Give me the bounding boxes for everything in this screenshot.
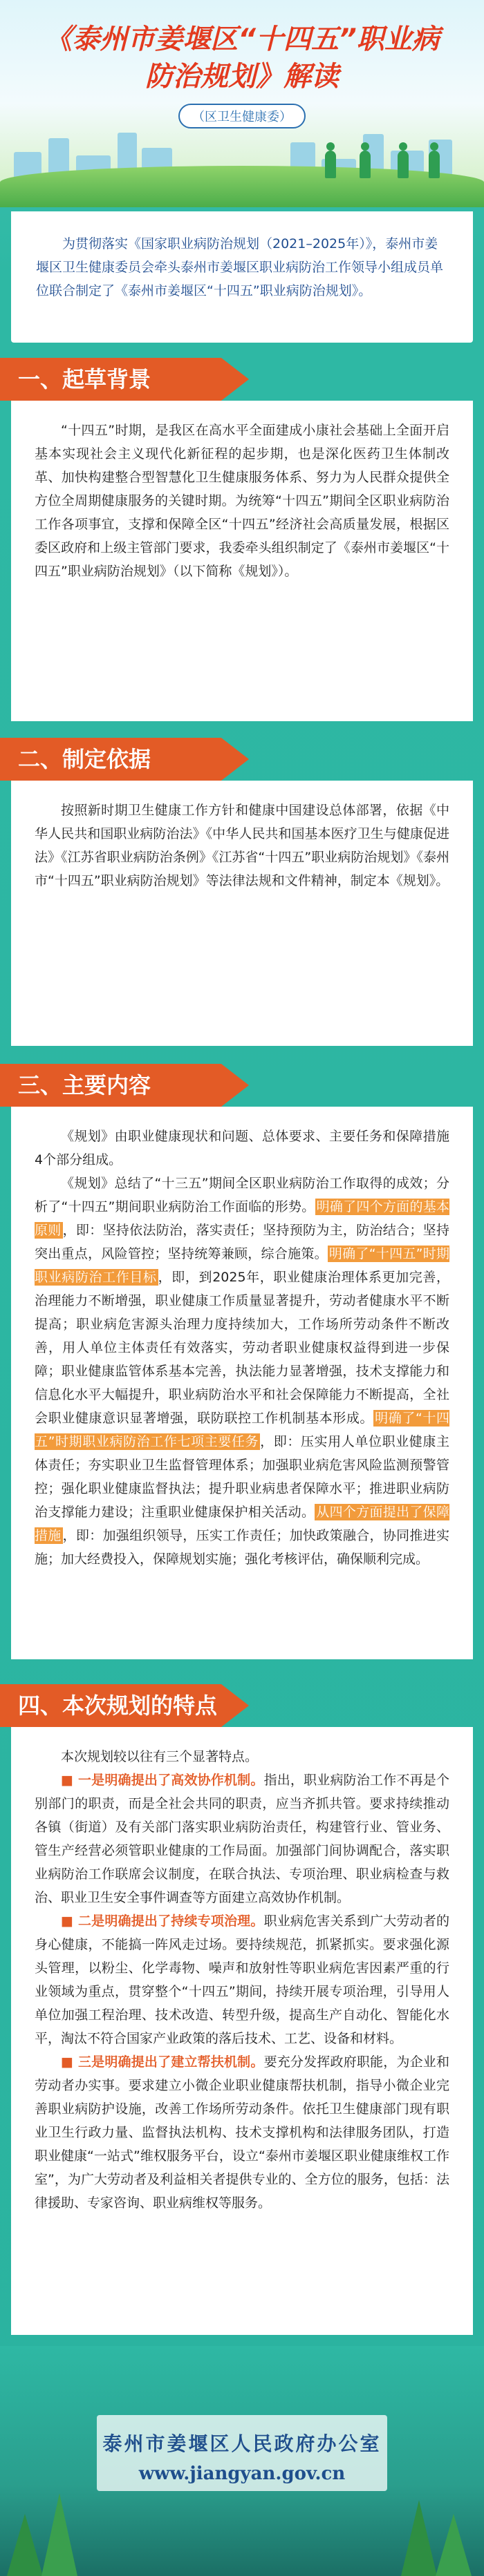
section-heading-text: 四、本次规划的特点 bbox=[18, 1692, 218, 1719]
highlight-goals: 明确了“十四五”时期职业病防治工作目标 bbox=[35, 1246, 449, 1285]
section-heading-text: 一、起草背景 bbox=[18, 366, 151, 392]
text-run: 《规划》总结了“十三五”期间全区职业病防治工作取得的成效；分析了“十四五”期间职业病防治工作面临的形势。 bbox=[35, 1176, 449, 1214]
runner-figure-icon bbox=[398, 151, 409, 178]
feature-text: 指出，职业病防治工作不再是个别部门的职责，而是全社会共同的职责，应当齐抓共管。要求持续推动各镇（街道）及有关部门落实职业病防治责任，构建管行业、管业务、管生产经营必须管职业健康的工作局面。加强部门间协调配合，落实职业病防治工作联席会议制度，在联合执法、专项治理、职业病检查与救治、职业卫生安全事件调查等方面建立高效协作机制。 bbox=[35, 1773, 449, 1905]
runner-figure-icon bbox=[360, 151, 371, 178]
feature-title: 二是明确提出了持续专项治理。 bbox=[77, 1914, 264, 1929]
feature-title: 三是明确提出了建立帮扶机制。 bbox=[77, 2054, 264, 2070]
section-heading-content bbox=[0, 1064, 221, 1107]
text-run: ，即：压实用人单位职业健康主体责任；夯实职业卫生监督管理体系；加强职业病危害风险监测预警管控；强化职业健康监督执法；提升职业病患者保障水平；推进职业病防治支撑能力建设；注重职业健康保护相关活动。 bbox=[35, 1434, 449, 1520]
section-heading-text: 三、主要内容 bbox=[18, 1072, 151, 1098]
text-run: ，即：坚持依法防治，落实责任；坚持预防为主，防治结合；坚持突出重点，风险管控；坚持统筹兼顾，综合施策。 bbox=[35, 1223, 449, 1261]
section-body-basis bbox=[11, 781, 473, 1046]
runner-figure-icon bbox=[429, 151, 440, 178]
section-heading-background bbox=[0, 358, 221, 401]
runner-figure-icon bbox=[325, 151, 336, 178]
text-run: ，即，到2025年，职业健康治理体系更加完善，治理能力不断增强，职业健康工作质量显著提升，劳动者健康水平不断提高；职业病危害源头治理力度持续加大，工作场所劳动条件不断改善，用人单位主体责任有效落实，劳动者职业健康权益得到进一步保障；职业健康监管体系基本完善，执法能力显著增强，技术支撑能力和信息化水平大幅提升，职业病防治水平和社会保障能力不断提高，全社会职业健康意识显著增强，联防联控工作机制基本形成。 bbox=[35, 1270, 449, 1426]
footer-website-link[interactable]: www.jiangyan.gov.cn bbox=[138, 2463, 346, 2484]
highlight-tasks: 明确了“十四五”时期职业病防治工作七项主要任务 bbox=[35, 1411, 449, 1449]
section-body-features bbox=[11, 1727, 473, 2335]
footer-org-name: 泰州市姜堰区人民政府办公室 bbox=[102, 2432, 382, 2455]
feature-title: 一是明确提出了高效协作机制。 bbox=[77, 1773, 264, 1788]
section-paragraph: “十四五”时期，是我区在高水平全面建成小康社会基础上全面开启基本实现社会主义现代化新征程的起步期，也是深化医药卫生体制改革、加快构建整合型智慧化卫生健康服务体系、努力为人民群众提供全方位全周期健康服务的关键时期。为统筹“十四五”期间全区职业病防治工作各项事宜，支撑和保障全区“十四五”经济社会高质量发展，根据区委区政府和上级主管部门要求，我委牵头组织制定了《泰州市姜堰区“十四五”职业病防治规划》（以下简称《规划》）。 bbox=[35, 423, 449, 579]
feature-point bbox=[35, 2050, 449, 2215]
feature-point bbox=[35, 1768, 449, 1909]
highlight-measures: 从四个方面提出了保障措施 bbox=[35, 1505, 449, 1543]
bullet-icon: ■ bbox=[61, 1914, 78, 1929]
source-badge bbox=[0, 104, 484, 128]
grass-hill-illustration bbox=[0, 166, 484, 207]
highlight-principles: 明确了四个方面的基本原则 bbox=[35, 1199, 449, 1238]
intro-card bbox=[11, 211, 473, 343]
tree-illustration bbox=[436, 2514, 472, 2576]
section-heading-text: 二、制定依据 bbox=[18, 746, 151, 772]
footer bbox=[0, 2346, 484, 2576]
section-body-content bbox=[11, 1107, 473, 1659]
tree-illustration bbox=[41, 2493, 77, 2576]
bullet-icon: ■ bbox=[61, 1773, 78, 1788]
intro-text: 为贯彻落实《国家职业病防治规划（2021–2025年）》，泰州市姜堰区卫生健康委员会牵头泰州市姜堰区职业病防治工作领导小组成员单位联合制定了《泰州市姜堰区“十四五”职业病防治规划》。 bbox=[36, 236, 444, 298]
tree-illustration bbox=[401, 2500, 437, 2576]
source-label: （区卫生健康委） bbox=[178, 104, 306, 128]
section-body-background bbox=[11, 401, 473, 721]
page-title bbox=[28, 21, 456, 95]
section-heading-basis bbox=[0, 738, 221, 781]
title-line-2: 防治规划》解读 bbox=[145, 61, 339, 93]
section-paragraph: 《规划》由职业健康现状和问题、总体要求、主要任务和保障措施4个部分组成。 bbox=[35, 1129, 449, 1167]
section-heading-features bbox=[0, 1684, 221, 1727]
title-line-1: 《泰州市姜堰区“十四五”职业病 bbox=[44, 23, 440, 55]
feature-point bbox=[35, 1909, 449, 2050]
bullet-icon: ■ bbox=[61, 2054, 78, 2070]
section-paragraph bbox=[35, 1172, 449, 1571]
text-run: ，即：加强组织领导，压实工作责任；加快政策融合，协同推进实施；加大经费投入，保障规划实施；强化考核评估，确保顺利完成。 bbox=[35, 1528, 449, 1567]
header-banner bbox=[0, 0, 484, 207]
feature-text: 要充分发挥政府职能，为企业和劳动者办实事。要求建立小微企业职业健康帮扶机制，指导小微企业完善职业病防护设施，改善工作场所劳动条件。依托卫生健康部门现有职业卫生行政力量、监督执法机构、技术支撑机构和法律服务团队，打造职业健康“一站式”维权服务平台，设立“泰州市姜堰区职业健康维权工作室”，为广大劳动者及利益相关者提供专业的、全方位的服务，包括：法律援助、专家咨询、职业病维权等服务。 bbox=[35, 2054, 449, 2211]
section-paragraph: 本次规划较以往有三个显著特点。 bbox=[61, 1749, 259, 1764]
feature-text: 职业病危害关系到广大劳动者的身心健康，不能搞一阵风走过场。要持续规范，抓紧抓实。要求强化源头管理，以粉尘、化学毒物、噪声和放射性等职业病危害因素严重的行业领域为重点，贯穿整个“十四五”期间，持续开展专项治理，引导用人单位加强工程治理、技术改造、转型升级，提高生产自动化、智能化水平，淘汰不符合国家产业政策的落后技术、工艺、设备和材料。 bbox=[35, 1914, 449, 2046]
section-paragraph: 按照新时期卫生健康工作方针和健康中国建设总体部署，依据《中华人民共和国职业病防治法》《中华人民共和国基本医疗卫生与健康促进法》《江苏省职业病防治条例》《江苏省“十四五”职业病防治规划》《泰州市“十四五”职业病防治规划》等法律法规和文件精神，制定本《规划》。 bbox=[35, 803, 449, 888]
tree-illustration bbox=[7, 2514, 43, 2576]
